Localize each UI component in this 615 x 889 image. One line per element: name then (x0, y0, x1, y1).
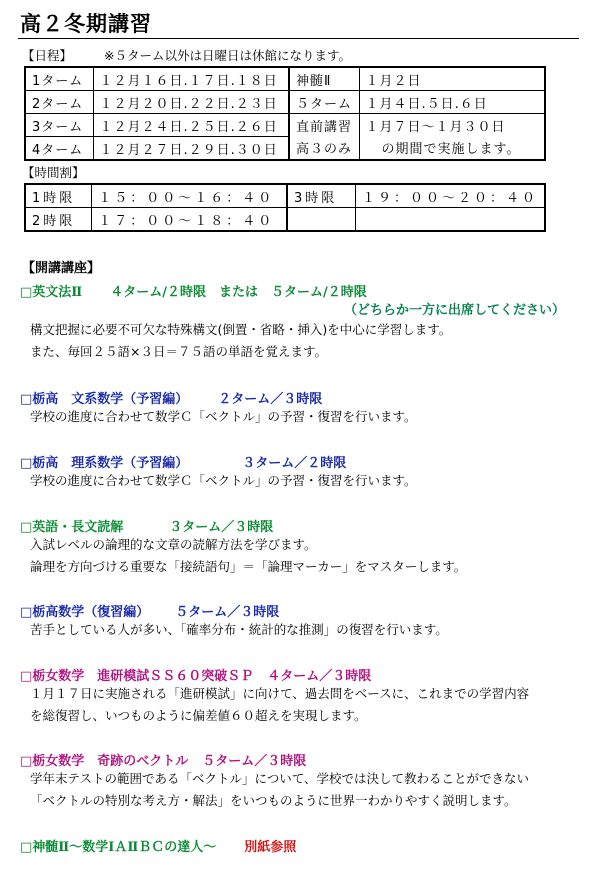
course-name: □英語・長文読解 (20, 520, 124, 535)
term-dates: １月４日.５日.６日 (359, 91, 545, 114)
period-name (287, 208, 356, 232)
course-girls-math-ss60 (20, 665, 595, 727)
title-underline (18, 38, 579, 39)
term-dates: １月２日 (359, 67, 545, 91)
term-name: 直前講習 (289, 114, 359, 137)
term-dates: １２月２０日.２２日.２３日 (93, 91, 289, 114)
course-schedule: ３ターム／３時限 (169, 520, 274, 535)
term-dates: １２月１６日.１７日.１８日 (93, 67, 289, 91)
course-name: □神髄Ⅱ～数学ⅠＡⅡＢＣの達人～ (20, 840, 217, 855)
course-description: 学校の進度に合わせて数学Ｃ「ベクトル」の予習・復習を行います。 (30, 473, 417, 488)
course-schedule: ４ターム／３時限 (267, 669, 372, 684)
course-name: □栃高 理系数学（予習編） (20, 456, 189, 471)
table-row (25, 67, 545, 91)
period-time: １７：００～１８：４０ (92, 208, 287, 232)
term-dates: の期間で実施します。 (359, 137, 545, 161)
course-english-grammar (20, 281, 595, 363)
course-description: 苦手としている人が多い、「確率分布・統計的な推測」の復習を行います。 (30, 622, 448, 637)
course-description: 構文把握に必要不可欠な特殊構文(倒置・省略・挿入)を中心に学習します。 (30, 322, 452, 337)
course-schedule: ３ターム／２時限 (242, 456, 347, 471)
course-schedule: ５ターム／３時限 (202, 754, 307, 769)
course-name: □栃女数学 進研模試ＳＳ６０突破ＳＰ (20, 669, 254, 684)
period-time: １９：００～２０：４０ (355, 184, 545, 208)
term-name: 4ターム (25, 137, 93, 161)
course-girls-math-vector (20, 750, 595, 812)
term-name: 高３のみ (289, 137, 359, 161)
course-description: 学校の進度に合わせて数学Ｃ「ベクトル」の予習・復習を行います。 (30, 409, 417, 424)
schedule-table (24, 66, 546, 161)
term-dates: １月７日～１月３０日 (359, 114, 545, 137)
term-dates: １２月２７日.２９日.３０日 (93, 137, 289, 161)
period-name: 3時限 (287, 184, 356, 208)
course-english-reading (20, 516, 595, 578)
course-shinzui-2 (20, 836, 595, 854)
table-row (25, 137, 545, 161)
course-name: □英文法Ⅱ (20, 285, 83, 300)
page-title: 高２冬期講習 (20, 11, 152, 36)
course-math-review (20, 601, 595, 641)
course-description: 論理を方向づける重要な「接続語句」＝「論理マーカー」をマスターします。 (30, 559, 467, 574)
course-name: □栃高 文系数学（予習編） (20, 392, 189, 407)
course-humanities-math (20, 388, 595, 428)
course-name: □栃高数学（復習編） (20, 605, 150, 620)
term-name: 3ターム (25, 114, 93, 137)
course-schedule: ２ターム／３時限 (218, 392, 323, 407)
course-science-math (20, 452, 595, 492)
course-name: □栃女数学 奇跡のベクトル (20, 754, 189, 769)
term-name: 2ターム (25, 91, 93, 114)
term-name: ５ターム (289, 91, 359, 114)
period-time (355, 208, 545, 232)
course-description: 学年末テストの範囲である「ベクトル」について、学校では決して教わることができない (30, 771, 530, 786)
table-row (25, 114, 545, 137)
course-schedule: ４ターム/２時限 または ５ターム/２時限 (110, 285, 367, 300)
table-row (25, 91, 545, 114)
term-name: 1ターム (25, 67, 93, 91)
period-name: 2時限 (25, 208, 92, 232)
courses-heading: 【開講講座】 (22, 261, 101, 276)
course-schedule: ５ターム／３時限 (175, 605, 280, 620)
timetable-table (24, 183, 546, 232)
schedule-label: 【日程】 (22, 48, 73, 63)
schedule-note: ※５ターム以外は日曜日は休館になります。 (104, 48, 351, 63)
period-name: 1時限 (25, 184, 92, 208)
course-description: を総復習し、いつものように偏差値６０超えを実現します。 (30, 708, 367, 723)
term-dates: １２月２４日.２５日.２６日 (93, 114, 289, 137)
term-name: 神髄Ⅱ (289, 67, 359, 91)
course-note: （どちらか一方に出席してください） (343, 303, 565, 318)
course-description: 入試レベルの論理的な文章の読解方法を学びます。 (30, 537, 317, 552)
course-description: 「ベクトルの特別な考え方・解法」をいつものように世界一わかりやすく説明します。 (30, 793, 517, 808)
timetable-label: 【時間割】 (22, 165, 85, 180)
period-time: １５：００～１６：４０ (92, 184, 287, 208)
course-schedule: 別紙参照 (244, 840, 297, 855)
table-row (25, 184, 545, 208)
course-description: １月１７日に実施される「進研模試」に向けて、過去問をベースに、これまでの学習内容 (30, 686, 530, 701)
table-row (25, 208, 545, 232)
course-description: また、毎回２５語×３日＝７５語の単語を覚えます。 (30, 344, 327, 359)
